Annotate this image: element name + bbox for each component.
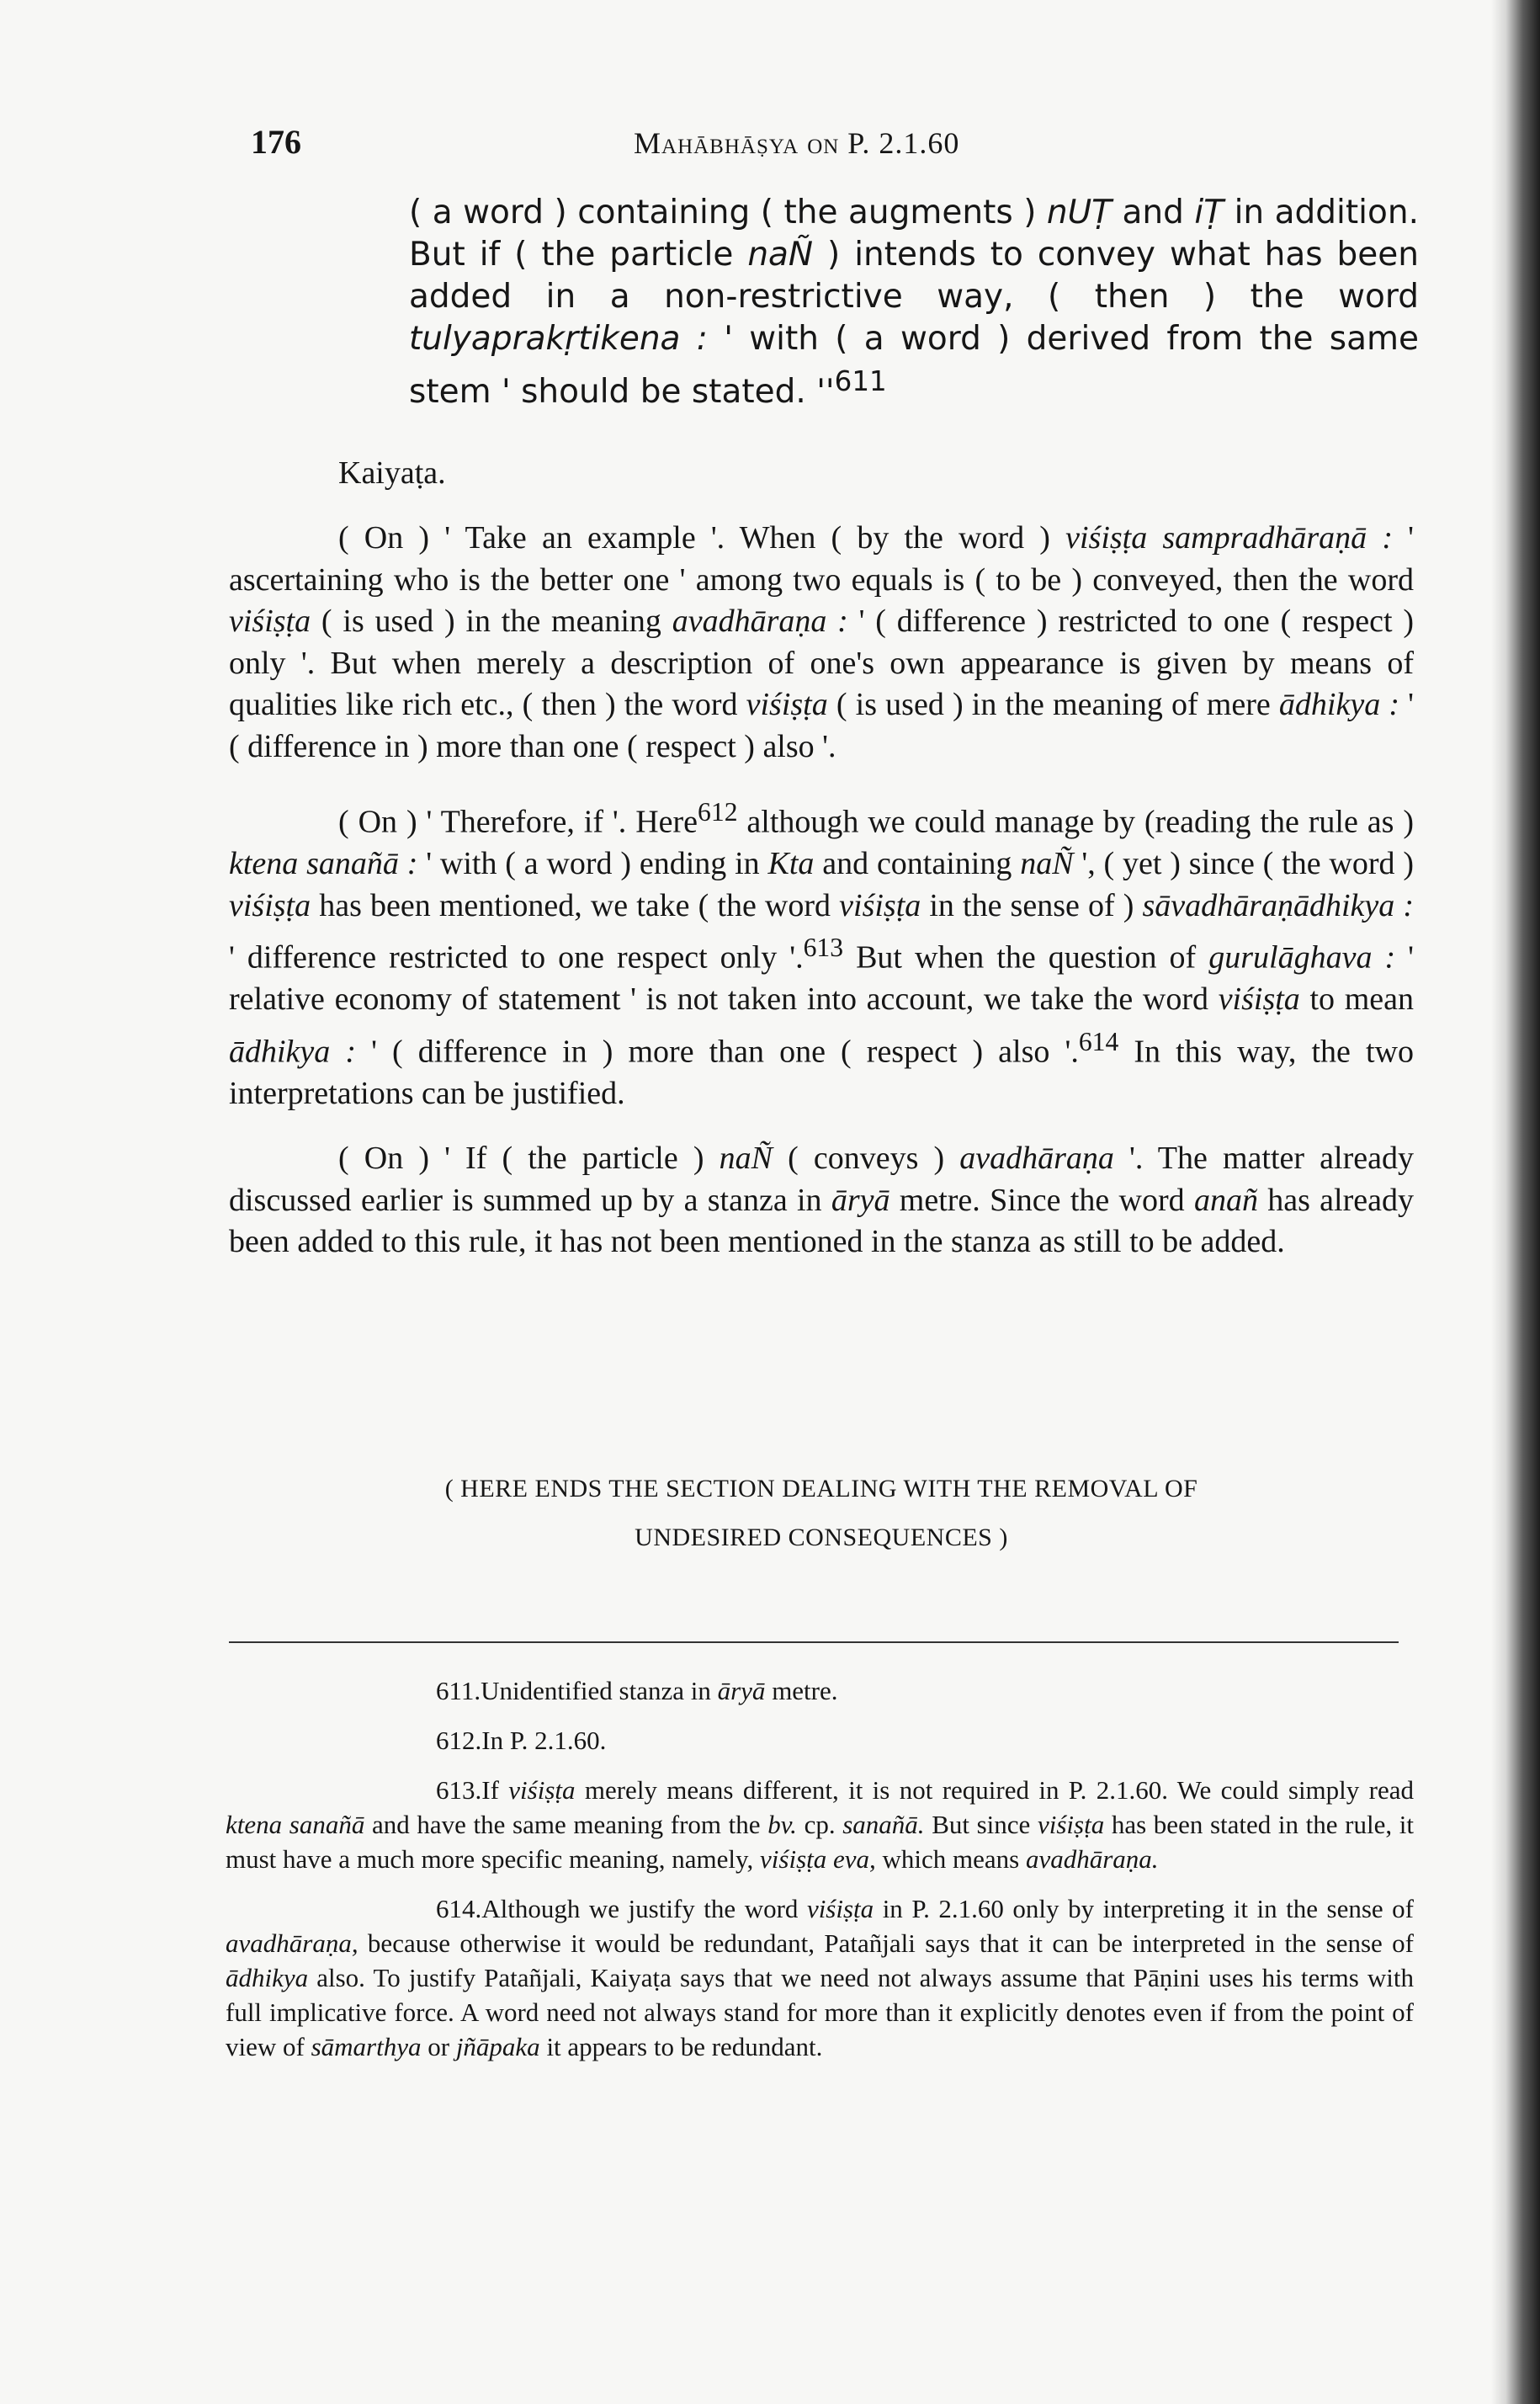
text-run: ( is used ) in the meaning of mere: [827, 687, 1279, 722]
text-run: or: [421, 2032, 456, 2061]
text-run: ' with ( a word ) ending in: [417, 846, 768, 882]
text-run: metre.: [765, 1676, 838, 1705]
sanskrit-term: bv.: [767, 1810, 797, 1839]
sanskrit-term: ādhikya: [226, 1963, 309, 1992]
text-run: to mean: [1299, 981, 1414, 1018]
text-run: In P. 2.1.60.: [481, 1726, 607, 1755]
footnote-number: 611.: [436, 1676, 481, 1705]
text-run: If: [481, 1775, 509, 1805]
text-run: merely means different, it is not required in P. 2.1.60. We could simply read: [575, 1775, 1414, 1805]
text-run: ( a word ) containing ( the augments ): [409, 194, 1047, 231]
sanskrit-term: sāvadhāraṇādhikya :: [1142, 887, 1414, 923]
sanskrit-term: ktena sanañā: [226, 1810, 365, 1839]
text-run: and: [1112, 194, 1195, 231]
text-run: has already been added to this rule, it has not been mentioned in the stanza as still to be added.: [229, 1182, 1414, 1260]
text-run: ' relative economy of statement ' is not taken into account, we take the word: [229, 939, 1414, 1018]
text-run: has been stated in the rule, it must have a much more specific meaning, namely,: [226, 1810, 1414, 1874]
sanskrit-term: iṬ: [1194, 194, 1224, 231]
sanskrit-term: avadhāraṇa :: [672, 604, 848, 639]
commentary-body: [229, 518, 1414, 1287]
footnote-613: [226, 1773, 1414, 1876]
text-run: metre. Since the word: [889, 1182, 1194, 1218]
paragraph-1: [229, 518, 1414, 768]
sanskrit-term: sāmarthya: [311, 2032, 422, 2061]
footnote-ref-612: 612: [698, 797, 738, 827]
sanskrit-term: viśiṣṭa sampradhāraṇā :: [1065, 520, 1393, 556]
text-run: ' ( difference ) restricted to one ( respect ) only '. But when merely a description of one's own appearance is given by means of qualities like rich etc., ( then ) the word: [229, 604, 1415, 722]
sanskrit-term: viśiṣṭa: [229, 887, 311, 923]
sanskrit-term: ādhikya :: [229, 1034, 357, 1070]
text-run: ( is used ) in the meaning: [311, 604, 672, 639]
text-run: ' ( difference in ) more than one ( respect ) also '.: [229, 687, 1414, 764]
text-run: '. The matter already discussed earlier is summed up by a stanza in: [229, 1141, 1414, 1218]
footnote-number: 613.: [436, 1775, 482, 1805]
text-run: ( On ) ' Take an example '. When ( by the word ): [338, 520, 1066, 556]
footnote-614: [226, 1891, 1414, 2064]
text-run: ( On ) ' Therefore, if '. Here: [338, 804, 698, 840]
sanskrit-term: viśiṣṭa eva,: [760, 1844, 876, 1874]
quoted-stanza-translation: [409, 192, 1419, 413]
text-run: in the sense of ): [921, 887, 1143, 923]
sanskrit-term: āryā: [717, 1676, 766, 1705]
text-run: ' with ( a word ) derived from the same stem ' should be stated. '': [409, 320, 1419, 411]
text-run: although we could manage by (reading the rule as ): [737, 804, 1415, 840]
text-run: ' difference restricted to one respect only '.: [229, 939, 804, 976]
text-run: also. To justify Patañjali, Kaiyaṭa says that we need not always assume that Pāṇini uses his terms with full implicative force. A word need not always stand for more than it explicitly denotes even if from the point of view of: [226, 1963, 1414, 2061]
text-run: Although we justify the word: [481, 1894, 807, 1923]
text-run: because otherwise it would be redundant, Patañjali says that it can be interpreted in the sense of: [358, 1928, 1414, 1958]
text-run: ' ( difference in ) more than one ( respect ) also '.: [356, 1034, 1079, 1070]
sanskrit-term: āryā: [831, 1182, 890, 1218]
footnotes: [226, 1673, 1414, 2079]
text-run: has been mentioned, we take ( the word: [311, 887, 840, 923]
text-run: and containing: [814, 846, 1021, 882]
footnote-number: 614.: [436, 1894, 482, 1923]
text-run: in P. 2.1.60 only by interpreting it in the sense of: [874, 1894, 1414, 1923]
text-run: which means: [875, 1844, 1026, 1874]
footnote-ref-613: 613: [803, 933, 844, 963]
sanskrit-term: avadhāraṇa.: [1025, 1844, 1159, 1874]
text-run: ' ascertaining who is the better one ' among two equals is ( to be ) conveyed, then the word: [229, 520, 1414, 598]
sanskrit-term: naÑ: [1020, 846, 1074, 882]
text-run: But since: [924, 1810, 1038, 1839]
text-run: Unidentified stanza in: [481, 1676, 718, 1705]
sanskrit-term: tulyaprakṛtikena :: [409, 320, 708, 358]
text-run: ', ( yet ) since ( the word ): [1073, 846, 1414, 882]
sanskrit-term: Kta: [767, 846, 815, 882]
sanskrit-term: viśiṣṭa: [839, 887, 921, 923]
sanskrit-term: avadhāraṇa,: [226, 1928, 358, 1958]
section-end-note: [229, 1465, 1414, 1562]
sanskrit-term: sanañā.: [842, 1810, 925, 1839]
sanskrit-term: avadhāraṇa: [959, 1141, 1114, 1177]
text-run: ( On ) ' If ( the particle ): [338, 1141, 720, 1177]
footnote-611: [226, 1673, 1414, 1708]
footnote-ref-611: 611: [834, 365, 887, 397]
paragraph-3: [229, 1138, 1414, 1263]
sanskrit-term: viśiṣṭa: [1218, 981, 1300, 1018]
sanskrit-term: ktena sanañā :: [229, 846, 418, 882]
quote-paragraph: [409, 192, 1419, 413]
sanskrit-term: viśiṣṭa: [746, 687, 828, 722]
sanskrit-term: naÑ: [747, 236, 814, 274]
sanskrit-term: naÑ: [719, 1141, 773, 1177]
page-header: [251, 122, 1416, 173]
scan-edge-shadow: [1491, 0, 1540, 2404]
sanskrit-term: ādhikya :: [1278, 687, 1399, 722]
footnote-number: 612.: [436, 1726, 482, 1755]
sanskrit-term: viśiṣṭa: [229, 604, 311, 639]
sanskrit-term: viśiṣṭa: [508, 1775, 576, 1805]
section-end-line-1: ( HERE ENDS THE SECTION DEALING WITH THE REMOVAL OF: [444, 1475, 1198, 1502]
text-run: in addition. But if ( the particle: [409, 194, 1419, 274]
running-head: Mahābhāṣya on P. 2.1.60: [634, 126, 960, 160]
page-number: 176: [251, 123, 301, 161]
sanskrit-term: viśiṣṭa: [806, 1894, 874, 1923]
paragraph-2: [229, 791, 1414, 1114]
sanskrit-term: jñāpaka: [455, 2032, 540, 2061]
commentator-heading: Kaiyaṭa.: [338, 455, 446, 491]
text-run: ) intends to convey what has been added in a non-restrictive way, ( then ) the word: [409, 236, 1420, 316]
footnote-ref-614: 614: [1078, 1026, 1119, 1056]
section-end-line-2: UNDESIRED CONSEQUENCES ): [635, 1524, 1008, 1551]
text-run: In this way, the two interpretations can be justified.: [229, 1034, 1414, 1111]
text-run: and have the same meaning from the: [364, 1810, 768, 1839]
text-run: But when the question of: [843, 939, 1209, 976]
sanskrit-term: viśiṣṭa: [1037, 1810, 1105, 1839]
text-run: it appears to be redundant.: [539, 2032, 823, 2061]
sanskrit-term: nUṬ: [1046, 194, 1113, 231]
text-run: cp.: [796, 1810, 843, 1839]
sanskrit-term: anañ: [1193, 1182, 1258, 1218]
footnote-divider: [229, 1641, 1399, 1643]
text-run: ( conveys ): [772, 1141, 960, 1177]
sanskrit-term: gurulāghava :: [1208, 939, 1396, 976]
footnote-612: [226, 1723, 1414, 1758]
